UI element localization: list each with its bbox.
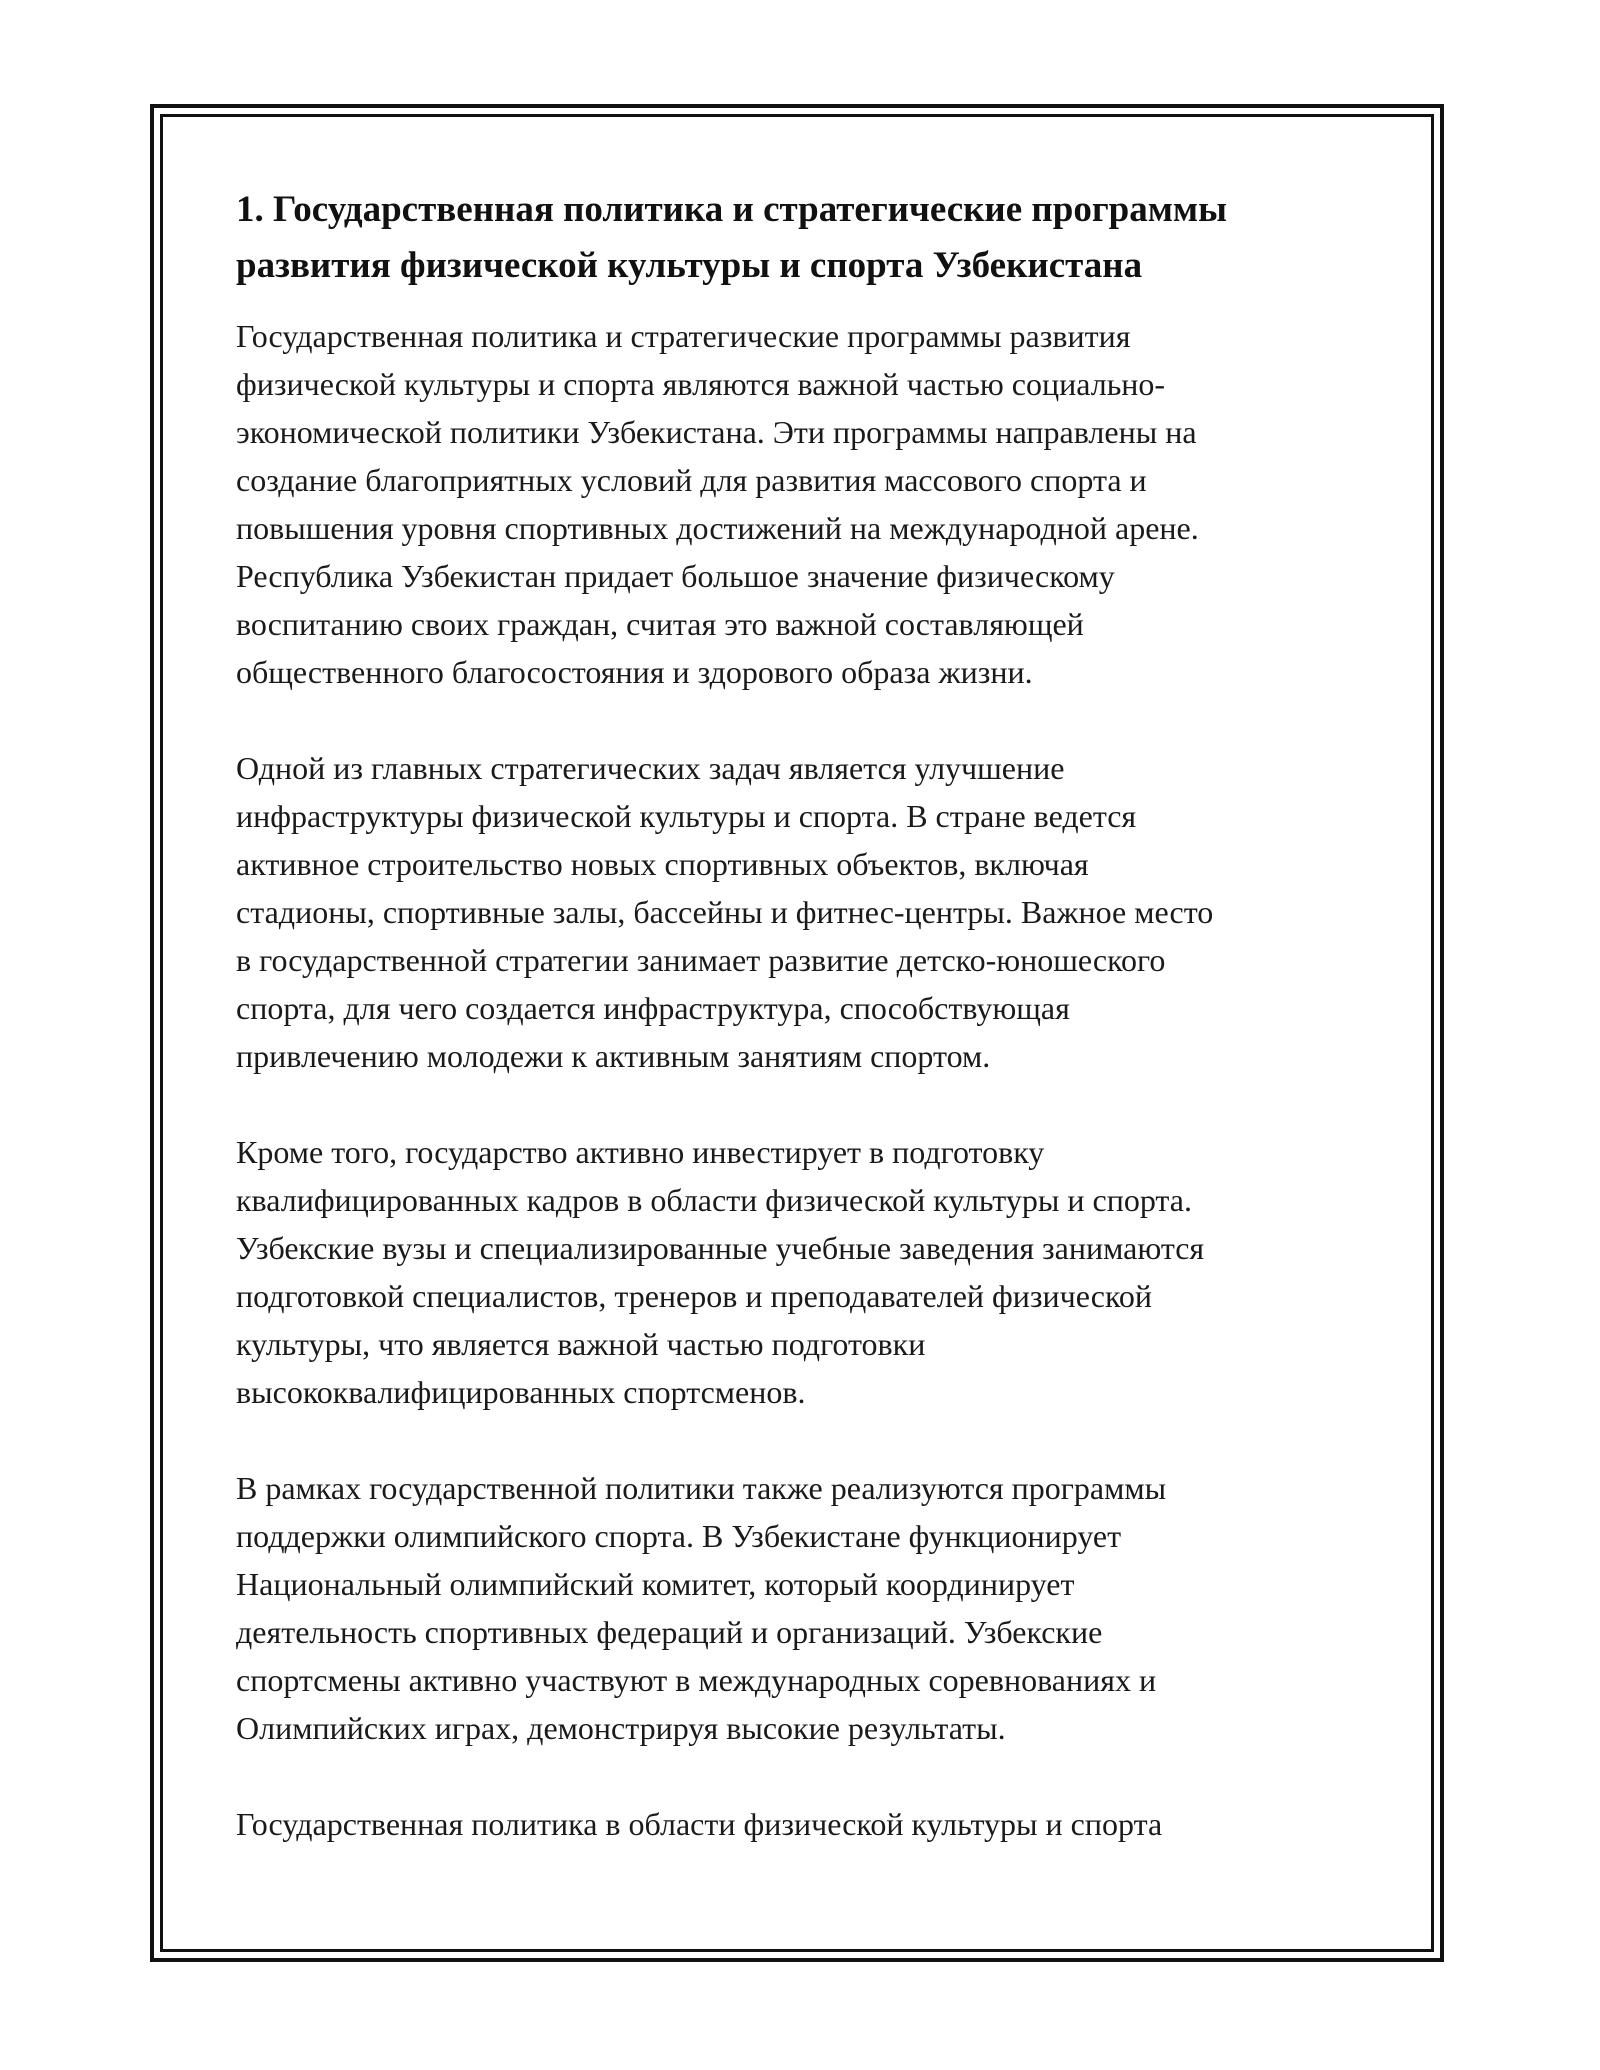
text-line: Республика Узбекистан придает большое значение физическому — [236, 558, 1115, 594]
paragraph-4 — [236, 1464, 1396, 1752]
text-line: Национальный олимпийский комитет, который координирует — [236, 1566, 1075, 1602]
text-line: в государственной стратегии занимает развитие детско-юношеского — [236, 942, 1166, 978]
text-line: стадионы, спортивные залы, бассейны и фитнес-центры. Важное место — [236, 894, 1214, 930]
text-line: общественного благосостояния и здорового образа жизни. — [236, 654, 1033, 690]
text-line: квалифицированных кадров в области физической культуры и спорта. — [236, 1182, 1192, 1218]
text-line: высококвалифицированных спортсменов. — [236, 1374, 806, 1410]
text-line: В рамках государственной политики также реализуются программы — [236, 1470, 1167, 1506]
text-line: активное строительство новых спортивных объектов, включая — [236, 846, 1089, 882]
text-line: Узбекские вузы и специализированные учебные заведения занимаются — [236, 1230, 1205, 1266]
text-line: Кроме того, государство активно инвестирует в подготовку — [236, 1134, 1045, 1170]
text-line: инфраструктуры физической культуры и спорта. В стране ведется — [236, 798, 1137, 834]
document-body — [236, 182, 1396, 1896]
paragraph-5 — [236, 1800, 1396, 1848]
text-line: Государственная политика и стратегические программы развития — [236, 318, 1131, 354]
text-line: спорта, для чего создается инфраструктура, способствующая — [236, 990, 1070, 1026]
text-line: подготовкой специалистов, тренеров и преподавателей физической — [236, 1278, 1153, 1314]
text-line: спортсмены активно участвуют в международных соревнованиях и — [236, 1662, 1157, 1698]
paragraph-2 — [236, 744, 1396, 1080]
heading-line: развития физической культуры и спорта Узбекистана — [236, 245, 1143, 286]
paragraph-3 — [236, 1128, 1396, 1416]
text-line: воспитанию своих граждан, считая это важной составляющей — [236, 606, 1084, 642]
text-line: Олимпийских играх, демонстрируя высокие результаты. — [236, 1710, 1006, 1746]
text-line: повышения уровня спортивных достижений на международной арене. — [236, 510, 1199, 546]
text-line: привлечению молодежи к активным занятиям спортом. — [236, 1038, 991, 1074]
section-heading — [236, 182, 1396, 294]
paragraph-1 — [236, 312, 1396, 696]
text-line: культуры, что является важной частью подготовки — [236, 1326, 926, 1362]
heading-line: 1. Государственная политика и стратегические программы — [236, 189, 1227, 230]
text-line: деятельность спортивных федераций и организаций. Узбекские — [236, 1614, 1103, 1650]
text-line: Государственная политика в области физической культуры и спорта — [236, 1806, 1163, 1842]
text-line: физической культуры и спорта являются важной частью социально- — [236, 366, 1166, 402]
text-line: Одной из главных стратегических задач является улучшение — [236, 750, 1065, 786]
text-line: создание благоприятных условий для развития массового спорта и — [236, 462, 1147, 498]
text-line: поддержки олимпийского спорта. В Узбекистане функционирует — [236, 1518, 1122, 1554]
text-line: экономической политики Узбекистана. Эти программы направлены на — [236, 414, 1197, 450]
